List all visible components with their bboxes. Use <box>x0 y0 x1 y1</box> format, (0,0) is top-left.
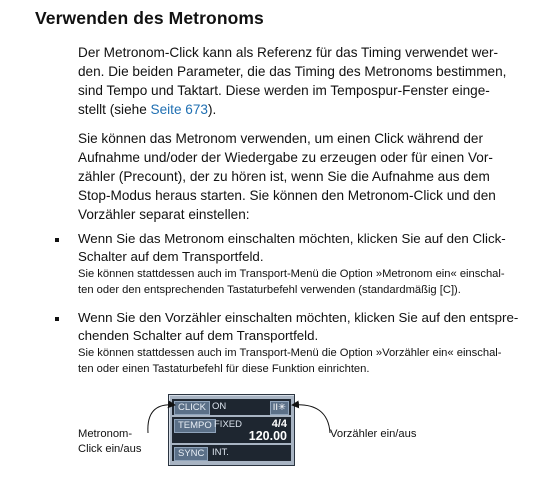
tempo-mode: FIXED <box>214 419 242 430</box>
text-line: den. Die beiden Parameter, die das Timing des Metronoms bestimmen, <box>78 64 507 79</box>
text-line: Schalter auf dem Transportfeld. <box>78 249 264 264</box>
text-line: Click ein/aus <box>78 443 142 455</box>
text-line: ten oder einen Tastaturbefehl für diese Funktion einrichten. <box>78 363 370 375</box>
text-line: Sie können stattdessen auch im Transport-Menü die Option »Vorzähler ein« einschal- <box>78 347 502 359</box>
text-line: Metronom- <box>78 428 133 440</box>
click-status: ON <box>212 401 227 412</box>
text-line: ten oder den entsprechenden Tastaturbefehl verwenden (standardmäßig [C]). <box>78 284 461 296</box>
precount-button[interactable]: II✳ <box>270 401 289 415</box>
text-fragment: ). <box>207 102 217 117</box>
text-line: Wenn Sie den Vorzähler einschalten möchten, klicken Sie auf den entspre- <box>78 310 519 325</box>
text-line: zähler (Precount), der zu hören ist, wenn Sie die Aufnahme aus dem <box>78 169 490 184</box>
tempo-button[interactable]: TEMPO <box>174 419 216 433</box>
text-line: Der Metronom-Click kann als Referenz für das Timing verwendet wer- <box>78 45 499 60</box>
text-line: Wenn Sie das Metronom einschalten möchten, klicken Sie auf den Click- <box>78 231 506 246</box>
text-fragment: stellt (siehe <box>78 102 151 117</box>
text-line: Sie können das Metronom verwenden, um einen Click während der <box>78 131 484 146</box>
text-line: Vorzähler separat einstellen: <box>78 207 250 222</box>
tempo-value: 120.00 <box>248 429 287 443</box>
text-line: Aufnahme und/oder der Wiedergabe zu erzeugen oder für einen Vor- <box>78 150 493 165</box>
callout-metronome <box>78 427 141 457</box>
arrow-to-precount <box>292 405 330 433</box>
page-reference-link[interactable]: Seite 673 <box>150 102 208 117</box>
arrow-to-click <box>148 405 175 433</box>
section-heading: Verwenden des Metronoms <box>35 8 264 28</box>
text-line: Stop-Modus heraus starten. Sie können den Metronom-Click und den <box>78 188 496 203</box>
click-button[interactable]: CLICK <box>174 401 210 415</box>
text-line: chenden Schalter auf dem Transportfeld. <box>78 328 319 343</box>
text-line: sind Tempo und Taktart. Diese werden im Tempospur-Fenster einge- <box>78 83 490 98</box>
sync-button[interactable]: SYNC <box>174 447 208 461</box>
sync-mode: INT. <box>212 447 229 458</box>
callout-precount: Vorzähler ein/aus <box>330 428 417 440</box>
time-signature: 4/4 <box>271 418 287 430</box>
text-line: Sie können stattdessen auch im Transport-Menü die Option »Metronom ein« einschal- <box>78 268 505 280</box>
